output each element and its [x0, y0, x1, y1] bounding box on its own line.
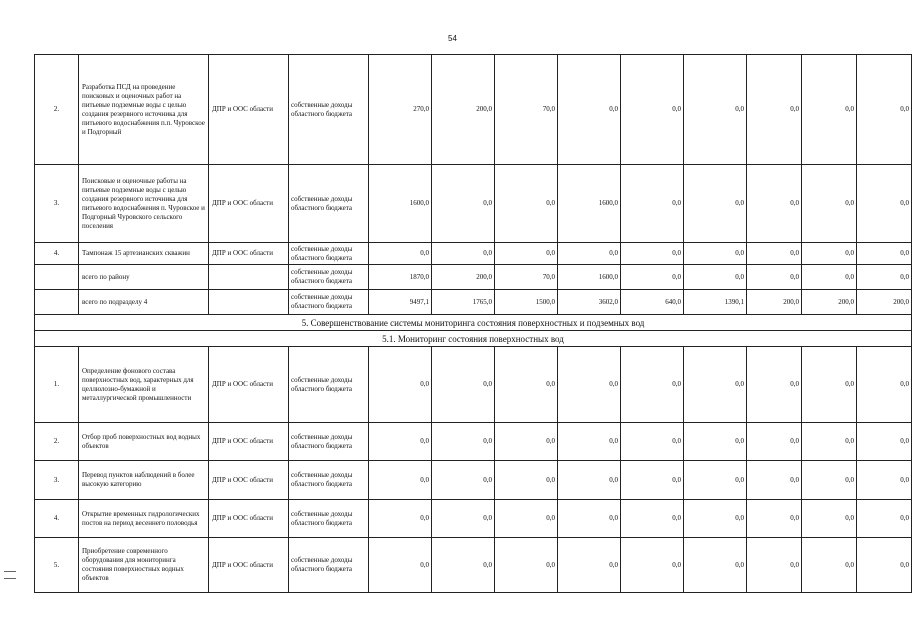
row-value: 0,0	[432, 538, 495, 593]
row-value: 0,0	[432, 423, 495, 461]
row-funding-source: собственные доходы областного бюджета	[289, 290, 369, 315]
row-value: 1870,0	[369, 265, 432, 290]
row-value: 0,0	[558, 538, 621, 593]
row-value: 0,0	[684, 538, 747, 593]
row-value: 0,0	[621, 165, 684, 243]
row-name: всего по району	[79, 265, 209, 290]
row-value: 0,0	[369, 243, 432, 265]
row-value: 0,0	[558, 243, 621, 265]
row-value: 0,0	[747, 265, 802, 290]
row-value: 0,0	[747, 165, 802, 243]
row-value: 0,0	[495, 538, 558, 593]
row-executor: ДПР и ООС области	[209, 243, 289, 265]
row-value: 0,0	[621, 538, 684, 593]
table-row	[35, 423, 912, 461]
row-value: 0,0	[747, 55, 802, 165]
row-funding-source: собственные доходы областного бюджета	[289, 243, 369, 265]
row-name: Тампонаж 15 артезианских скважин	[79, 243, 209, 265]
row-value: 0,0	[432, 165, 495, 243]
row-value: 0,0	[558, 423, 621, 461]
row-value: 70,0	[495, 55, 558, 165]
row-number: 3.	[35, 165, 79, 243]
row-value: 0,0	[558, 500, 621, 538]
row-value: 0,0	[369, 347, 432, 423]
row-value: 200,0	[747, 290, 802, 315]
row-value: 3602,0	[558, 290, 621, 315]
row-funding-source: собственные доходы областного бюджета	[289, 265, 369, 290]
table-row	[35, 265, 912, 290]
row-value: 1600,0	[558, 165, 621, 243]
table-block-2	[35, 347, 912, 593]
row-value: 0,0	[432, 347, 495, 423]
row-number: 4.	[35, 243, 79, 265]
row-value: 0,0	[802, 538, 857, 593]
row-executor: ДПР и ООС области	[209, 461, 289, 500]
row-value: 0,0	[802, 423, 857, 461]
row-value: 0,0	[802, 55, 857, 165]
row-value: 270,0	[369, 55, 432, 165]
row-value: 0,0	[857, 423, 912, 461]
row-value: 0,0	[747, 461, 802, 500]
row-value: 0,0	[621, 243, 684, 265]
row-number: 5.	[35, 538, 79, 593]
row-funding-source: собственные доходы областного бюджета	[289, 538, 369, 593]
row-value: 0,0	[432, 461, 495, 500]
row-executor: ДПР и ООС области	[209, 165, 289, 243]
row-number: 2.	[35, 55, 79, 165]
row-value: 0,0	[684, 347, 747, 423]
row-value: 0,0	[684, 265, 747, 290]
row-value: 0,0	[432, 500, 495, 538]
table-row	[35, 461, 912, 500]
row-value: 0,0	[857, 243, 912, 265]
row-value: 0,0	[802, 243, 857, 265]
row-value: 70,0	[495, 265, 558, 290]
row-value: 640,0	[621, 290, 684, 315]
row-value: 0,0	[857, 461, 912, 500]
row-value: 0,0	[684, 165, 747, 243]
row-number: 1.	[35, 347, 79, 423]
row-name: всего по подразделу 4	[79, 290, 209, 315]
row-funding-source: собственные доходы областного бюджета	[289, 461, 369, 500]
row-name: Разработка ПСД на проведение поисковых и оценочных работ на питьевые подземные воды с целью создания резервного источника для питьевого водоснабжения п.п. Чуровское и Подгорный	[79, 55, 209, 165]
row-value: 0,0	[369, 538, 432, 593]
row-value: 0,0	[747, 347, 802, 423]
row-value: 0,0	[802, 461, 857, 500]
row-name: Приобретение современного оборудования для мониторинга состояния поверхностных водных объектов	[79, 538, 209, 593]
row-value: 1390,1	[684, 290, 747, 315]
row-number	[35, 265, 79, 290]
row-value: 0,0	[495, 500, 558, 538]
row-value: 0,0	[684, 500, 747, 538]
row-value: 0,0	[684, 55, 747, 165]
row-number: 2.	[35, 423, 79, 461]
row-value: 0,0	[495, 461, 558, 500]
row-executor: ДПР и ООС области	[209, 423, 289, 461]
row-funding-source: собственные доходы областного бюджета	[289, 347, 369, 423]
row-value: 0,0	[495, 165, 558, 243]
row-value: 0,0	[621, 347, 684, 423]
margin-tick	[4, 578, 16, 579]
row-number	[35, 290, 79, 315]
table-block-1	[35, 55, 912, 315]
row-executor	[209, 290, 289, 315]
table-row	[35, 538, 912, 593]
row-executor	[209, 265, 289, 290]
row-value: 0,0	[747, 423, 802, 461]
row-value: 0,0	[857, 538, 912, 593]
table-row	[35, 165, 912, 243]
row-value: 0,0	[684, 423, 747, 461]
page-number: 54	[448, 34, 457, 43]
row-value: 1600,0	[369, 165, 432, 243]
table-row	[35, 55, 912, 165]
row-value: 0,0	[558, 347, 621, 423]
row-name: Отбор проб поверхностных вод водных объектов	[79, 423, 209, 461]
row-value: 0,0	[621, 265, 684, 290]
row-value: 0,0	[802, 265, 857, 290]
budget-table	[34, 54, 912, 593]
row-value: 0,0	[558, 55, 621, 165]
row-executor: ДПР и ООС области	[209, 538, 289, 593]
row-name: Поисковые и оценочные работы на питьевые подземные воды с целью создания резервного источника для питьевого водоснабжения п. Чуровское и Подгорный Чуровского сельского поселения	[79, 165, 209, 243]
row-name: Перевод пунктов наблюдений в более высокую категорию	[79, 461, 209, 500]
row-value: 0,0	[684, 243, 747, 265]
row-executor: ДПР и ООС области	[209, 347, 289, 423]
row-value: 0,0	[495, 347, 558, 423]
row-value: 1765,0	[432, 290, 495, 315]
row-value: 0,0	[558, 461, 621, 500]
row-value: 0,0	[857, 55, 912, 165]
row-value: 0,0	[369, 423, 432, 461]
row-name: Открытие временных гидрологических постов на период весеннего половодья	[79, 500, 209, 538]
row-funding-source: собственные доходы областного бюджета	[289, 500, 369, 538]
row-value: 0,0	[802, 165, 857, 243]
row-value: 0,0	[684, 461, 747, 500]
row-value: 9497,1	[369, 290, 432, 315]
row-value: 200,0	[857, 290, 912, 315]
row-value: 200,0	[432, 265, 495, 290]
row-number: 3.	[35, 461, 79, 500]
table-row	[35, 347, 912, 423]
row-value: 0,0	[747, 500, 802, 538]
row-value: 0,0	[432, 243, 495, 265]
row-value: 0,0	[369, 500, 432, 538]
row-value: 0,0	[802, 347, 857, 423]
row-value: 0,0	[621, 55, 684, 165]
row-value: 0,0	[857, 347, 912, 423]
row-value: 0,0	[747, 538, 802, 593]
row-funding-source: собственные доходы областного бюджета	[289, 423, 369, 461]
row-executor: ДПР и ООС области	[209, 55, 289, 165]
row-value: 0,0	[495, 243, 558, 265]
row-value: 1500,0	[495, 290, 558, 315]
table-row	[35, 243, 912, 265]
row-value: 0,0	[621, 500, 684, 538]
row-value: 200,0	[802, 290, 857, 315]
section-headers	[35, 315, 912, 347]
margin-tick	[4, 571, 16, 572]
row-funding-source: собственные доходы областного бюджета	[289, 55, 369, 165]
row-value: 0,0	[747, 243, 802, 265]
row-value: 0,0	[802, 500, 857, 538]
row-value: 0,0	[621, 423, 684, 461]
row-value: 200,0	[432, 55, 495, 165]
row-value: 1600,0	[558, 265, 621, 290]
row-number: 4.	[35, 500, 79, 538]
row-value: 0,0	[369, 461, 432, 500]
table-row	[35, 500, 912, 538]
row-value: 0,0	[857, 165, 912, 243]
row-value: 0,0	[857, 265, 912, 290]
row-value: 0,0	[495, 423, 558, 461]
row-funding-source: собственные доходы областного бюджета	[289, 165, 369, 243]
section-title: 5. Совершенствование системы мониторинга состояния поверхностных и подземных вод	[35, 315, 912, 331]
row-executor: ДПР и ООС области	[209, 500, 289, 538]
row-value: 0,0	[621, 461, 684, 500]
row-value: 0,0	[857, 500, 912, 538]
subsection-title: 5.1. Мониторинг состояния поверхностных вод	[35, 331, 912, 347]
row-name: Определение фонового состава поверхностных вод, характерных для целлюлозно-бумажной и металлургической промышленности	[79, 347, 209, 423]
table-row	[35, 290, 912, 315]
